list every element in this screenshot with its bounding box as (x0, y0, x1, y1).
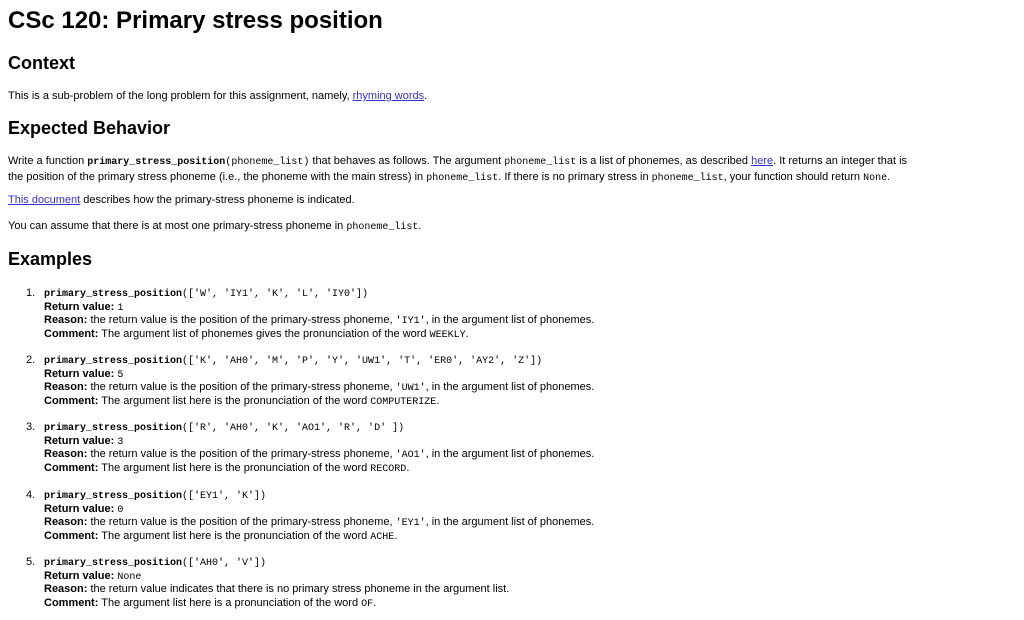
comment-label: Comment: (44, 529, 99, 542)
example-function: primary_stress_position (44, 356, 183, 367)
example-number: 1. (26, 287, 36, 299)
reason-end: , in the argument list of phonemes. (425, 381, 595, 393)
comment-text: The argument list here is the pronunciation of the word (98, 394, 371, 407)
text: is a list of phonemes, as described (576, 155, 752, 167)
comment-label: Comment: (44, 327, 99, 340)
comment-text: The argument list here is a pronunciation of the word (98, 596, 362, 609)
reason-code: 'EY1' (395, 518, 426, 529)
example-args: (['EY1', 'K']) (182, 491, 267, 502)
function-name: primary_stress_position (87, 157, 226, 168)
example-body (44, 555, 1004, 609)
expected-paragraph-3 (8, 219, 1016, 235)
example-number: 4. (26, 489, 36, 501)
reason-end: , in the argument list of phonemes. (425, 314, 595, 326)
return-label: Return value: (44, 434, 115, 447)
example-number: 2. (26, 354, 36, 366)
function-args: (phoneme_list) (225, 157, 310, 168)
text: You can assume that there is at most one primary-stress phoneme in (8, 220, 347, 232)
code: None (863, 173, 888, 184)
expected-paragraph-2 (8, 193, 1016, 207)
code: phoneme_list (426, 173, 499, 184)
return-label: Return value: (44, 569, 115, 582)
text: . It returns an integer that is (773, 155, 908, 167)
comment-end: . (373, 596, 377, 609)
page-title: CSc 120: Primary stress position (8, 7, 383, 34)
example-function: primary_stress_position (44, 558, 183, 569)
reason-text: the return value is the position of the primary-stress phoneme, (87, 516, 396, 528)
return-value: 3 (117, 436, 124, 448)
text: . (418, 220, 422, 232)
text: describes how the primary-stress phoneme is indicated. (80, 194, 355, 206)
reason-text: the return value indicates that there is no primary stress phoneme in the argument list. (87, 583, 510, 595)
expected-behavior-heading: Expected Behavior (8, 118, 171, 138)
comment-label: Comment: (44, 596, 99, 609)
reason-label: Reason: (44, 314, 88, 326)
reason-text: the return value is the position of the primary-stress phoneme, (87, 448, 396, 460)
context-heading: Context (8, 53, 75, 73)
reason-text: the return value is the position of the primary-stress phoneme, (87, 314, 396, 326)
comment-text: The argument list here is the pronunciation of the word (98, 529, 371, 542)
example-number: 3. (26, 421, 36, 433)
reason-text: the return value is the position of the primary-stress phoneme, (87, 381, 396, 393)
return-label: Return value: (44, 300, 115, 313)
comment-end: . (406, 461, 410, 474)
reason-label: Reason: (44, 583, 88, 595)
return-label: Return value: (44, 502, 115, 515)
text: the position of the primary stress phoneme (i.e., the phoneme with the main stress) in (8, 171, 427, 183)
comment-word: WEEKLY (429, 329, 466, 341)
text: , your function should return (723, 171, 864, 183)
reason-end: , in the argument list of phonemes. (425, 516, 595, 528)
example-function: primary_stress_position (44, 491, 183, 502)
comment-word: OF (361, 598, 374, 610)
example-number: 5. (26, 556, 36, 568)
examples-heading: Examples (8, 249, 93, 269)
reason-code: 'AO1' (395, 450, 426, 461)
example-args: (['AH0', 'V']) (182, 558, 267, 569)
example-body (44, 353, 1004, 407)
comment-word: RECORD (370, 463, 407, 475)
text: that behaves as follows. The argument (309, 155, 505, 167)
example-body (44, 420, 1004, 474)
return-value: None (117, 571, 142, 583)
example-args: (['R', 'AH0', 'K', 'AO1', 'R', 'D' ]) (182, 423, 405, 434)
rhyming-words-link[interactable]: rhyming words (352, 90, 425, 102)
example-args: (['K', 'AH0', 'M', 'P', 'Y', 'UW1', 'T', 'ER0', 'AY2', 'Z']) (182, 356, 543, 367)
phonemes-here-link[interactable]: here (751, 155, 774, 167)
example-function: primary_stress_position (44, 289, 183, 300)
return-value: 5 (117, 369, 124, 381)
comment-word: COMPUTERIZE (370, 396, 437, 408)
text: Write a function (8, 155, 88, 167)
comment-label: Comment: (44, 461, 99, 474)
context-text: This is a sub-problem of the long problem for this assignment, namely, (8, 90, 353, 102)
return-value: 1 (117, 302, 124, 314)
reason-label: Reason: (44, 516, 88, 528)
reason-end: , in the argument list of phonemes. (425, 448, 595, 460)
comment-end: . (465, 327, 469, 340)
example-body (44, 286, 1004, 340)
comment-text: The argument list here is the pronunciation of the word (98, 461, 371, 474)
context-paragraph (8, 89, 1016, 103)
reason-label: Reason: (44, 381, 88, 393)
this-document-link[interactable]: This document (8, 194, 81, 206)
text: . (887, 171, 891, 183)
reason-label: Reason: (44, 448, 88, 460)
comment-word: ACHE (370, 531, 395, 543)
return-label: Return value: (44, 367, 115, 380)
comment-text: The argument list of phonemes gives the pronunciation of the word (98, 327, 430, 340)
comment-end: . (436, 394, 440, 407)
context-text-end: . (424, 90, 428, 102)
code: phoneme_list (346, 222, 419, 233)
comment-end: . (394, 529, 398, 542)
example-body (44, 488, 1004, 542)
expected-paragraph-1 (8, 154, 1016, 186)
example-args: (['W', 'IY1', 'K', 'L', 'IY0']) (182, 289, 369, 300)
reason-code: 'UW1' (395, 383, 426, 394)
text: . If there is no primary stress in (498, 171, 652, 183)
reason-code: 'IY1' (395, 316, 426, 327)
code: phoneme_list (504, 157, 577, 168)
example-function: primary_stress_position (44, 423, 183, 434)
comment-label: Comment: (44, 394, 99, 407)
code: phoneme_list (651, 173, 724, 184)
return-value: 0 (117, 504, 124, 516)
